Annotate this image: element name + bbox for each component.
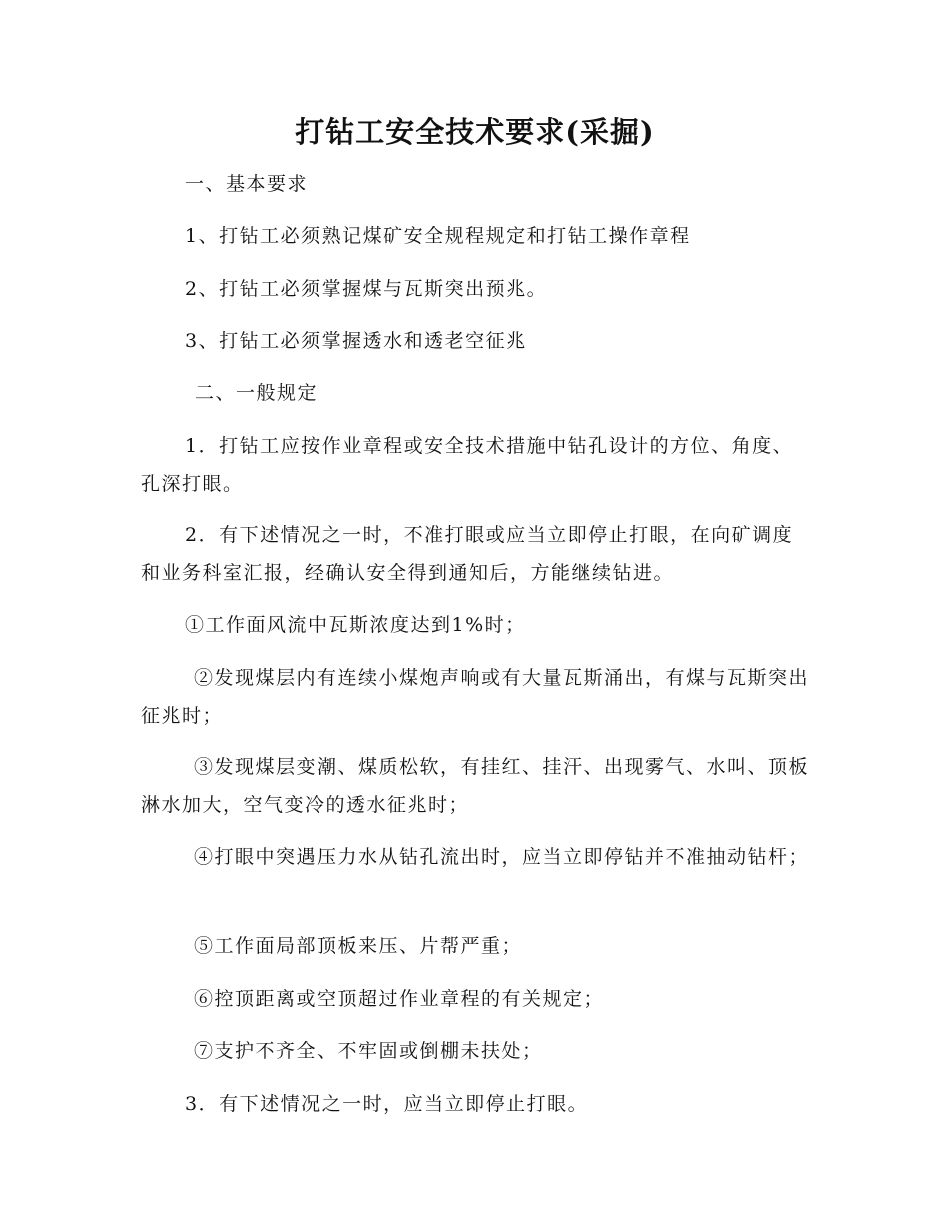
- list-item-7: ⑦支护不齐全、不牢固或倒棚未扶处；: [194, 1040, 543, 1062]
- paragraph-basic-2: 2、打钻工必须掌握煤与瓦斯突出预兆。: [185, 278, 548, 300]
- document-title: 打钻工安全技术要求(采掘): [295, 115, 655, 149]
- list-item-4: ④打眼中突遇压力水从钻孔流出时，应当立即停钻并不准抽动钻杆；: [194, 846, 810, 868]
- list-item-3: ③发现煤层变潮、煤质松软，有挂红、挂汗、出现雾气、水叫、顶板淋水加大，空气变冷的透水征兆时；: [141, 756, 810, 816]
- list-item-1: ①工作面风流中瓦斯浓度达到1%时；: [185, 614, 526, 636]
- paragraph-general-2: 2．有下述情况之一时，不准打眼或应当立即停止打眼，在向矿调度和业务科室汇报，经确认安全得到通知后，方能继续钻进。: [141, 524, 794, 584]
- list-item-6: ⑥控顶距离或空顶超过作业章程的有关规定；: [194, 988, 605, 1010]
- paragraph-basic-3: 3、打钻工必须掌握透水和透老空征兆: [185, 330, 527, 352]
- section-heading-general: 二、一般规定: [195, 382, 319, 404]
- paragraph-general-1: 1．打钻工应按作业章程或安全技术措施中钻孔设计的方位、角度、孔深打眼。: [141, 435, 794, 495]
- paragraph-general-3: 3．有下述情况之一时，应当立即停止打眼。: [185, 1093, 589, 1115]
- paragraph-basic-1: 1、打钻工必须熟记煤矿安全规程规定和打钻工操作章程: [185, 225, 691, 247]
- section-heading-basic: 一、基本要求: [185, 173, 309, 195]
- list-item-5: ⑤工作面局部顶板来压、片帮严重；: [194, 935, 523, 957]
- list-item-2: ②发现煤层内有连续小煤炮声响或有大量瓦斯涌出，有煤与瓦斯突出征兆时；: [141, 667, 810, 727]
